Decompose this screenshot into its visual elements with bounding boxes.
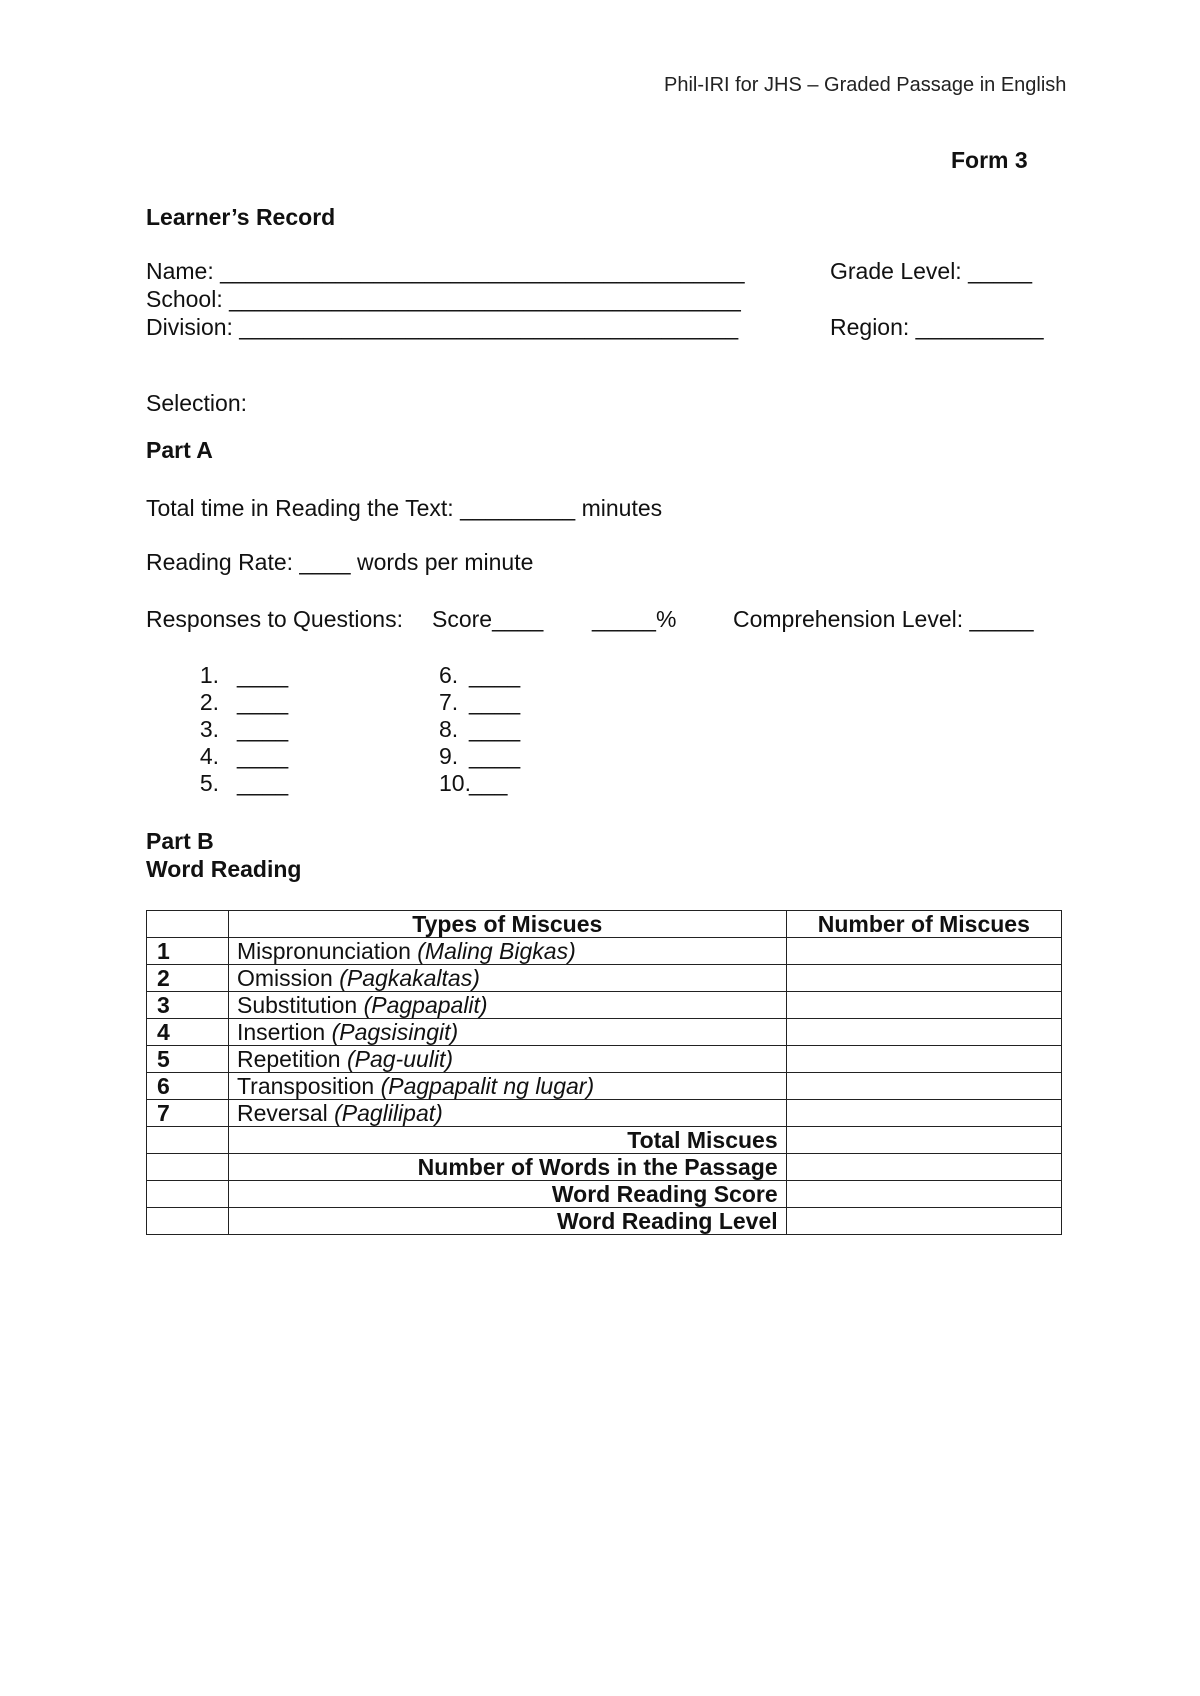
form-number: Form 3 [951,147,1028,173]
table-row: 3 Substitution (Pagpapalit) [147,992,1062,1019]
word-reading-level-cell[interactable] [786,1208,1061,1235]
record-title: Learner’s Record [146,204,336,230]
part-b-title: Part B [146,828,214,854]
miscue-count-cell[interactable] [786,992,1061,1019]
table-row: 6 Transposition (Pagpapalit ng lugar) [147,1073,1062,1100]
selection-field: Selection: [146,390,248,416]
division-field[interactable]: Division: _______________________________________ [146,314,739,340]
table-row: 7 Reversal (Paglilipat) [147,1100,1062,1127]
list-item: 1. ____ [199,662,289,688]
miscue-count-cell[interactable] [786,938,1061,965]
summary-row: Number of Words in the Passage [147,1154,1062,1181]
percent-field[interactable]: _____% [592,606,677,632]
questions-right-list [439,662,520,797]
table-header-number: Number of Miscues [786,911,1061,938]
comprehension-level-field[interactable]: Comprehension Level: _____ [733,606,1034,632]
miscue-count-cell[interactable] [786,1073,1061,1100]
word-reading-score-cell[interactable] [786,1181,1061,1208]
part-a-title: Part A [146,437,213,463]
table-row: 4 Insertion (Pagsisingit) [147,1019,1062,1046]
words-in-passage-cell[interactable] [786,1154,1061,1181]
summary-row: Word Reading Score [147,1181,1062,1208]
list-item: 5. ____ [199,770,289,796]
school-field[interactable]: School: ________________________________________ [146,286,741,312]
summary-row: Total Miscues [147,1127,1062,1154]
miscues-table [146,910,1062,1235]
questions-left-list [146,662,288,797]
list-item: 10. ___ [439,770,508,796]
list-item: 8. ____ [439,716,521,742]
grade-level-field[interactable]: Grade Level: _____ [830,258,1033,284]
total-time-field[interactable]: Total time in Reading the Text: _________ minutes [146,495,663,521]
total-miscues-cell[interactable] [786,1127,1061,1154]
list-item: 6. ____ [439,662,521,688]
list-item: 7. ____ [439,689,521,715]
list-item: 3. ____ [199,716,289,742]
summary-row: Word Reading Level [147,1208,1062,1235]
list-item: 9. ____ [439,743,521,769]
table-header-row [147,911,1062,938]
miscue-count-cell[interactable] [786,1100,1061,1127]
page-header: Phil-IRI for JHS – Graded Passage in English [664,74,1067,96]
miscue-count-cell[interactable] [786,1046,1061,1073]
name-field[interactable]: Name: _________________________________________ [146,258,745,284]
part-b-subtitle: Word Reading [146,856,302,882]
table-row: 5 Repetition (Pag-uulit) [147,1046,1062,1073]
miscue-count-cell[interactable] [786,1019,1061,1046]
region-field[interactable]: Region: __________ [830,314,1044,340]
list-item: 2. ____ [199,689,289,715]
list-item: 4. ____ [199,743,289,769]
table-header-types: Types of Miscues [228,911,786,938]
score-field[interactable]: Score____ [432,606,544,632]
table-row: 1 Mispronunciation (Maling Bigkas) [147,938,1062,965]
table-row: 2 Omission (Pagkakaltas) [147,965,1062,992]
responses-label: Responses to Questions: [146,606,403,632]
table-header-num [147,911,229,938]
reading-rate-field[interactable]: Reading Rate: ____ words per minute [146,549,534,575]
miscue-count-cell[interactable] [786,965,1061,992]
